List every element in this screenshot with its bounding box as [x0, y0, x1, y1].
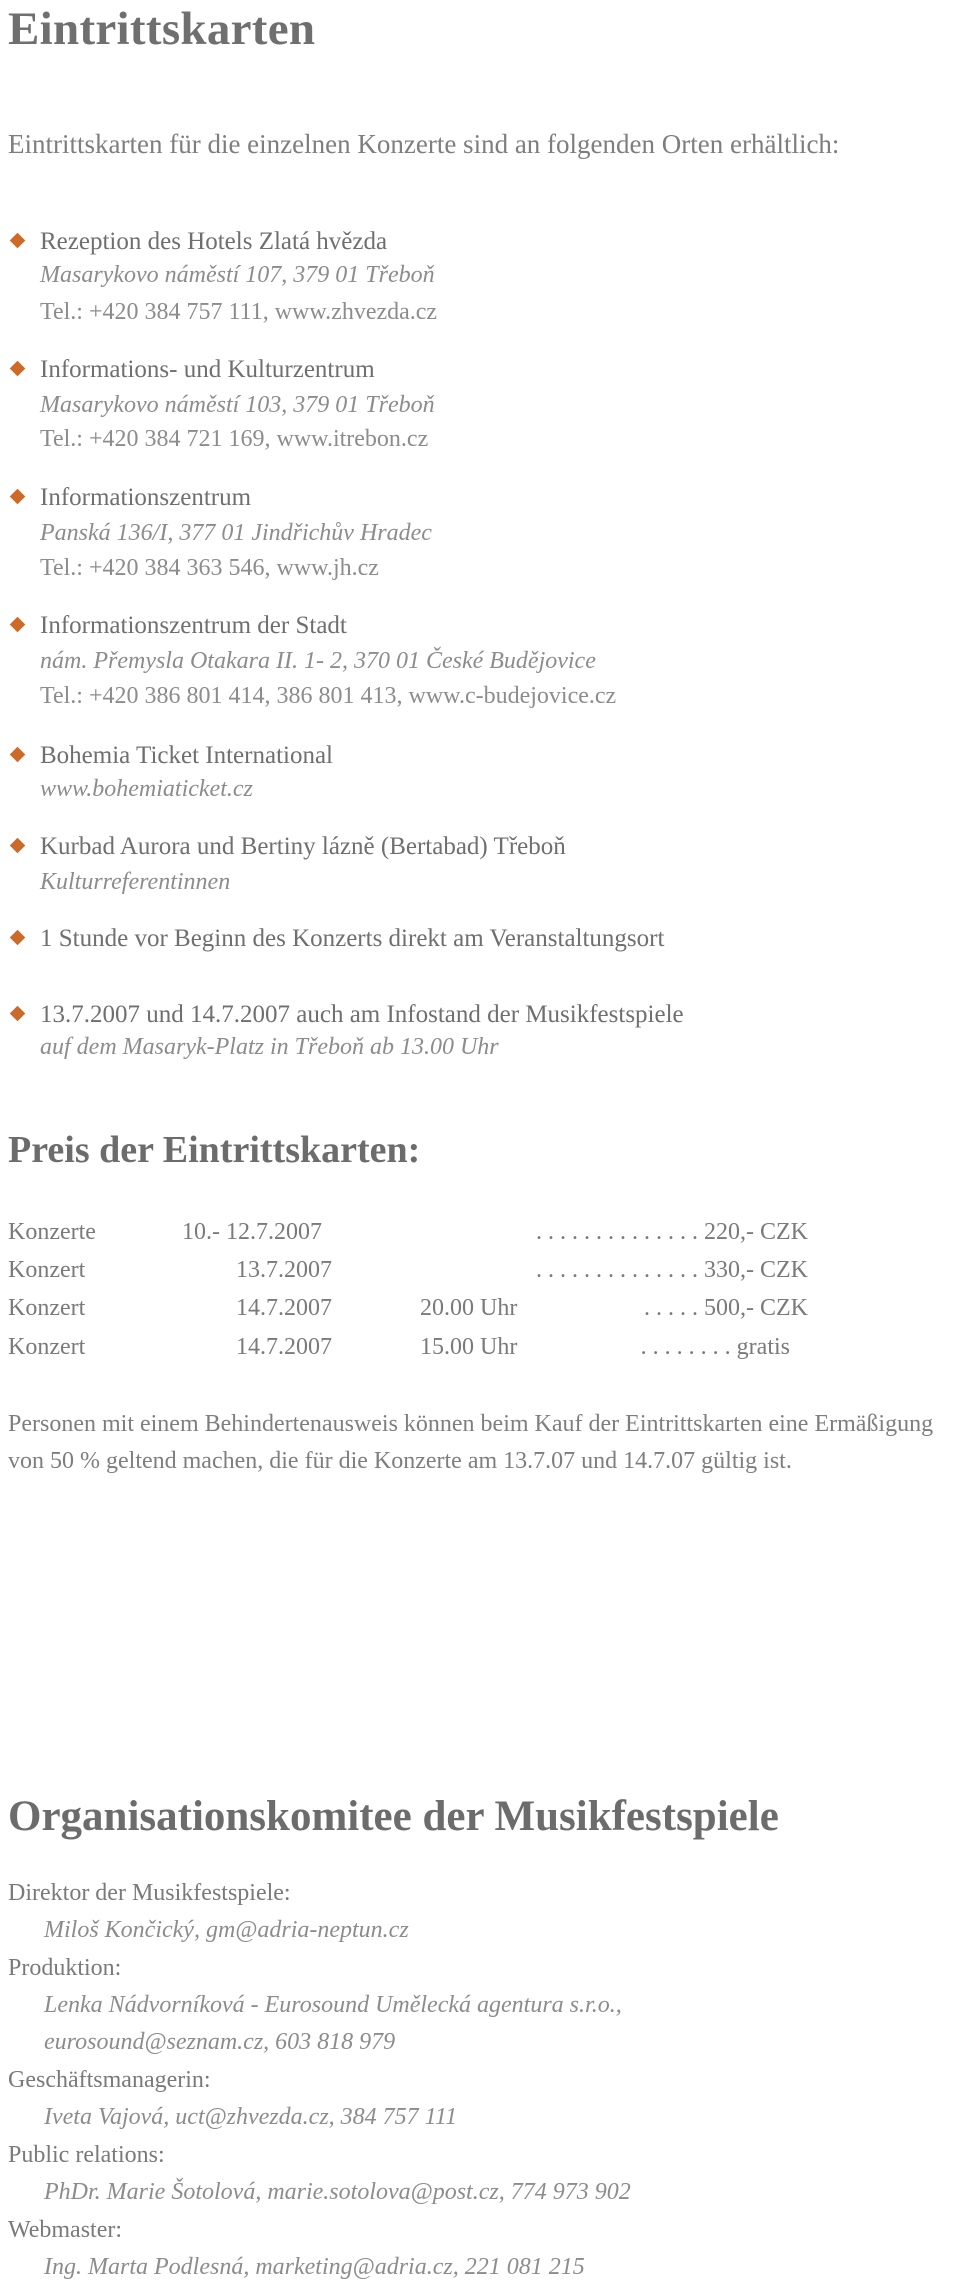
- table-row: [8, 1251, 808, 1289]
- price-value: . . . . . 500,- CZK: [644, 1295, 808, 1321]
- price-label: Konzert: [8, 1257, 86, 1283]
- diamond-bullet-icon: [10, 747, 26, 763]
- location-address: Masarykovo náměstí 107, 379 01 Třeboň: [40, 262, 435, 288]
- location-contact: Tel.: +420 384 363 546, www.jh.cz: [40, 555, 379, 581]
- location-address: Masarykovo náměstí 103, 379 01 Třeboň: [40, 392, 435, 418]
- price-time: 20.00 Uhr: [420, 1295, 518, 1321]
- discount-note: Personen mit einem Behindertenausweis können beim Kauf der Eintrittskarten eine Ermäßigung von 50 % geltend machen, die für die Konzerte am 13.7.07 und 14.7.07 gültig ist.: [8, 1411, 934, 1474]
- contact-name: Lenka Nádvorníková - Eurosound Umělecká agentura s.r.o.,: [44, 1992, 622, 2018]
- price-date: 14.7.2007: [236, 1295, 332, 1321]
- location-name: Bohemia Ticket International: [40, 742, 334, 769]
- price-label: Konzert: [8, 1295, 86, 1321]
- price-label: Konzert: [8, 1334, 86, 1360]
- price-date: 10.- 12.7.2007: [182, 1219, 322, 1245]
- diamond-bullet-icon: [10, 838, 26, 854]
- location-name: Informationszentrum: [40, 484, 252, 511]
- diamond-bullet-icon: [10, 233, 26, 249]
- location-contact: Tel.: +420 384 721 169, www.itrebon.cz: [40, 426, 429, 452]
- table-row: [8, 1213, 808, 1251]
- diamond-bullet-icon: [10, 361, 26, 377]
- price-date: 13.7.2007: [236, 1257, 332, 1283]
- organisation-title: Organisationskomitee der Musikfestspiele: [8, 1793, 779, 1840]
- diamond-bullet-icon: [10, 1006, 26, 1022]
- location-contact: Tel.: +420 386 801 414, 386 801 413, www.c-budejovice.cz: [40, 683, 617, 709]
- role-label: Public relations:: [8, 2142, 165, 2168]
- contact-name: Iveta Vajová, uct@zhvezda.cz, 384 757 111: [44, 2104, 458, 2130]
- price-section-title: Preis der Eintrittskarten:: [8, 1129, 421, 1171]
- location-website: www.bohemiaticket.cz: [40, 776, 253, 802]
- location-note: Kulturreferentinnen: [40, 869, 231, 895]
- role-label: Produktion:: [8, 1955, 122, 1981]
- contact-name: PhDr. Marie Šotolová, marie.sotolova@post.cz, 774 973 902: [44, 2179, 631, 2205]
- contact-detail: eurosound@seznam.cz, 603 818 979: [44, 2029, 396, 2055]
- location-note: auf dem Masaryk-Platz in Třeboň ab 13.00 Uhr: [40, 1034, 499, 1060]
- location-name: Rezeption des Hotels Zlatá hvězda: [40, 228, 388, 255]
- table-row: [8, 1289, 808, 1327]
- intro-text: Eintrittskarten für die einzelnen Konzerte sind an folgenden Orten erhältlich:: [8, 129, 840, 159]
- location-name: 1 Stunde vor Beginn des Konzerts direkt am Veranstaltungsort: [40, 925, 665, 952]
- location-name: 13.7.2007 und 14.7.2007 auch am Infostand der Musikfestspiele: [40, 1001, 684, 1028]
- price-value: . . . . . . . . . . . . . . 220,- CZK: [536, 1219, 808, 1245]
- contact-name: Ing. Marta Podlesná, marketing@adria.cz, 221 081 215: [44, 2254, 585, 2280]
- role-label: Webmaster:: [8, 2217, 123, 2243]
- location-address: nám. Přemysla Otakara II. 1- 2, 370 01 České Budějovice: [40, 648, 596, 674]
- contact-name: Miloš Končický, gm@adria-neptun.cz: [44, 1917, 409, 1943]
- location-name: Informationszentrum der Stadt: [40, 612, 347, 639]
- price-value: . . . . . . . . . . . . . . 330,- CZK: [536, 1257, 808, 1283]
- role-label: Geschäftsmanagerin:: [8, 2067, 211, 2093]
- price-label: Konzerte: [8, 1219, 96, 1245]
- price-date: 14.7.2007: [236, 1334, 332, 1360]
- price-time: 15.00 Uhr: [420, 1334, 518, 1360]
- page-title: Eintrittskarten: [8, 3, 316, 55]
- price-value: . . . . . . . . gratis: [640, 1334, 790, 1360]
- diamond-bullet-icon: [10, 489, 26, 505]
- diamond-bullet-icon: [10, 617, 26, 633]
- table-row: [8, 1328, 808, 1366]
- location-address: Panská 136/I, 377 01 Jindřichův Hradec: [40, 520, 432, 546]
- diamond-bullet-icon: [10, 930, 26, 946]
- location-contact: Tel.: +420 384 757 111, www.zhvezda.cz: [40, 299, 438, 325]
- role-label: Direktor der Musikfestspiele:: [8, 1880, 291, 1906]
- location-name: Kurbad Aurora und Bertiny lázně (Bertabad) Třeboň: [40, 833, 566, 860]
- location-name: Informations- und Kulturzentrum: [40, 356, 375, 383]
